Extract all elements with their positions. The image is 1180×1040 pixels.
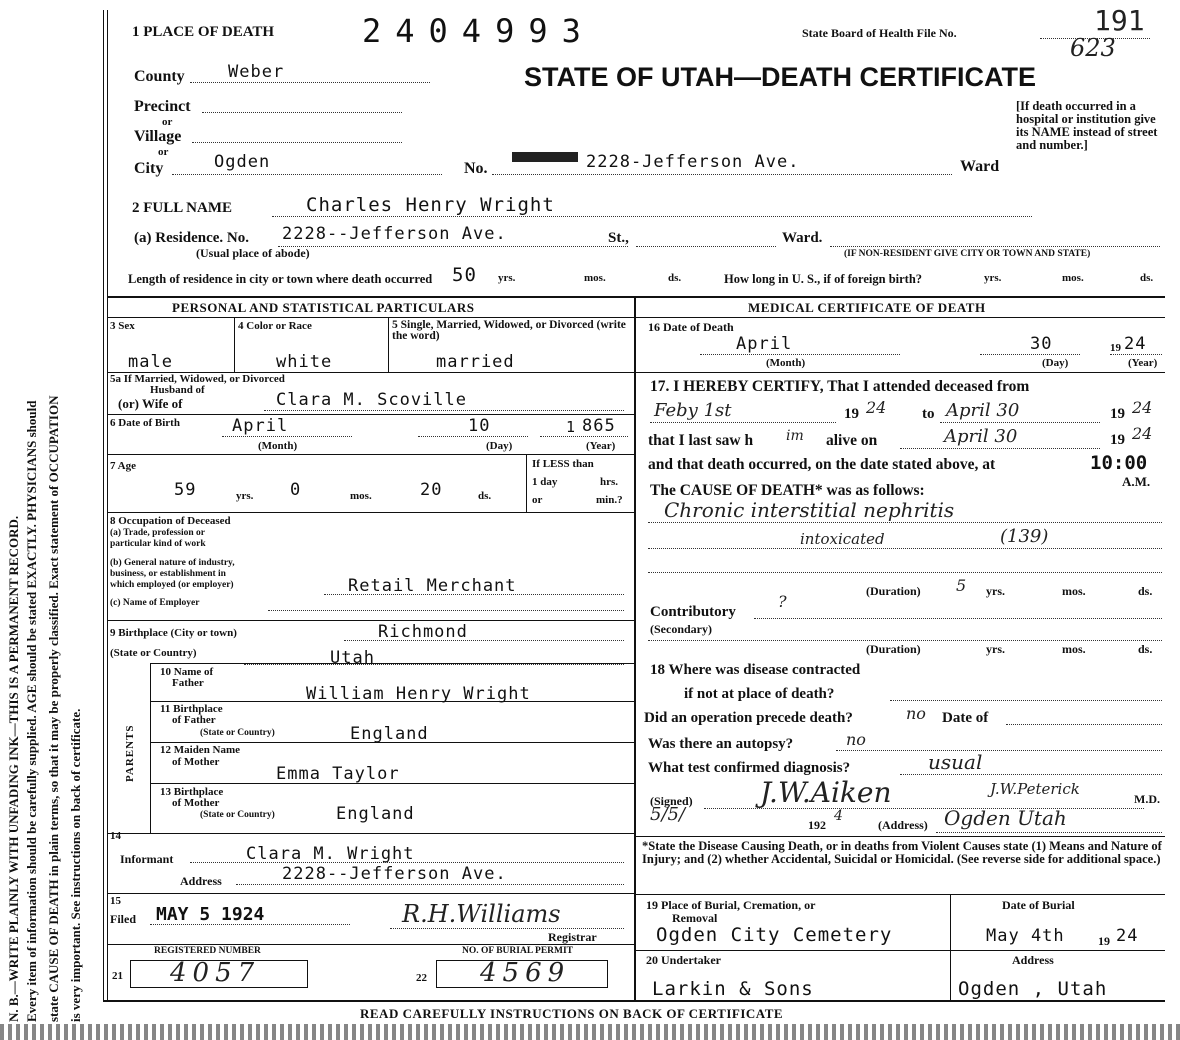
cause-instructions-note: *State the Disease Causing Death, or in deaths from Violent Causes state (1) Means and Nature of Injury; and (2) whether Accidental, Suicidal or Homicidal. (See reverse side for additional space.) [642, 839, 1162, 866]
undertaker-label: 20 Undertaker [646, 953, 721, 967]
file-number-2: 623 [1070, 34, 1116, 62]
us-mos-label: mos. [1062, 272, 1084, 284]
mother-label-2: of Mother [172, 756, 220, 768]
from-year-prefix: 19 [844, 406, 859, 422]
certificate-title: STATE OF UTAH—DEATH CERTIFICATE [524, 62, 1036, 92]
occ-a-label: (a) Trade, profession or [110, 528, 205, 538]
county-label: County [134, 68, 185, 85]
full-name-value: Charles Henry Wright [306, 194, 555, 216]
duration-label: (Duration) [866, 584, 921, 598]
duration2-ds-label: ds. [1138, 642, 1153, 656]
operation-date-label: Date of [942, 710, 989, 726]
duration2-label: (Duration) [866, 642, 921, 656]
village-label: Village [134, 128, 182, 145]
alive-on-date: April 30 [944, 426, 1018, 447]
burial-year: 24 [1116, 926, 1139, 946]
test-value: usual [928, 750, 983, 774]
us-ds-label: ds. [1140, 272, 1154, 284]
occupation-value: Retail Merchant [348, 576, 517, 596]
length-residence-years: 50 [452, 264, 477, 286]
dod-year: 24 [1124, 334, 1147, 354]
precinct-label: Precinct [134, 98, 191, 115]
length-residence-label: Length of residence in city or town where death occurred [128, 272, 433, 286]
occ-b-label: (b) General nature of industry, [110, 558, 235, 568]
informant-address: 2228--Jefferson Ave. [282, 864, 507, 884]
dod-day-caption: (Day) [1042, 357, 1069, 369]
sex-label: 3 Sex [110, 320, 135, 332]
signed-label: (Signed) [650, 794, 693, 808]
st-label: St., [608, 230, 629, 246]
marital-value: married [436, 352, 515, 372]
burial-place-label-2: Removal [672, 911, 718, 925]
father-birthplace: England [350, 724, 429, 744]
father-label-1: 10 Name of [160, 666, 214, 678]
less-than-label: If LESS than [532, 458, 594, 470]
duration-ds-label: ds. [1138, 584, 1153, 598]
burial-permit-label: NO. OF BURIAL PERMIT [462, 946, 574, 956]
dob-month: April [232, 416, 289, 436]
attended-to-year: 24 [1132, 398, 1153, 417]
occ-c-label: (c) Name of Employer [110, 598, 200, 608]
to-year-prefix: 19 [1110, 406, 1125, 422]
birth-state-label: (State or Country) [110, 647, 197, 659]
registered-number-label: REGISTERED NUMBER [154, 946, 261, 956]
mother-label-1: 12 Maiden Name [160, 744, 241, 756]
undertaker-address-label: Address [1012, 953, 1054, 967]
occ-b2-label: business, or establishment in [110, 569, 226, 579]
undertaker-address: Ogden , Utah [958, 978, 1108, 1000]
certificate-number: 2404993 [362, 12, 595, 50]
dob-year-prefix: 1 [566, 418, 577, 436]
spouse-label-1: 5a If Married, Widowed, or Divorced [110, 373, 285, 385]
spouse-label-3: (or) Wife of [118, 396, 183, 411]
registered-number: 4057 [170, 958, 261, 988]
attended-from: Feby 1st [654, 400, 732, 421]
duration2-mos-label: mos. [1062, 642, 1086, 656]
street-value: 2228-Jefferson Ave. [586, 152, 800, 172]
or-2: or [158, 146, 169, 158]
dob-year-caption: (Year) [586, 440, 616, 452]
residence-ward-label: Ward. [782, 230, 823, 246]
father-bp-label-3: (State or Country) [200, 728, 275, 738]
cause-code: (139) [1000, 526, 1049, 547]
margin-line-4: is very important. See instructions on back of certificate. [68, 708, 83, 1022]
operation-label: Did an operation precede death? [644, 710, 853, 726]
to-label: to [922, 406, 935, 422]
where-contracted-label: 18 Where was disease contracted [650, 662, 861, 678]
dob-month-caption: (Month) [258, 440, 298, 452]
am-label: A.M. [1122, 474, 1151, 489]
usual-abode-label: (Usual place of abode) [196, 246, 310, 260]
dod-month-caption: (Month) [766, 357, 806, 369]
redaction-mark [512, 152, 578, 162]
time-of-death: 10:00 [1090, 452, 1148, 474]
attended-from-year: 24 [866, 398, 887, 417]
item-15: 15 [110, 895, 121, 907]
full-name-label: 2 FULL NAME [132, 200, 233, 216]
spouse-label-2: Husband of [150, 384, 205, 396]
not-at-place-label: if not at place of death? [684, 686, 835, 702]
len-ds-label: ds. [668, 272, 682, 284]
registrar-signature: R.H.Williams [402, 900, 561, 928]
frame-left-border-inner [107, 10, 108, 1000]
physician-address-label: (Address) [878, 818, 928, 832]
test-label: What test confirmed diagnosis? [648, 760, 851, 776]
undertaker-name: Larkin & Sons [652, 978, 814, 1000]
item-21: 21 [112, 970, 123, 982]
city-label: City [134, 160, 164, 177]
personal-heading: PERSONAL AND STATISTICAL PARTICULARS [172, 300, 475, 315]
secondary-label: (Secondary) [650, 622, 712, 636]
margin-line-2: Every item of information should be carefully supplied. AGE should be stated EXACTLY. PHYSICIANS should [24, 400, 39, 1022]
occ-a2-label: particular kind of work [110, 539, 206, 549]
dod-day: 30 [1030, 334, 1053, 354]
dob-day-caption: (Day) [486, 440, 513, 452]
residence-label: (a) Residence. No. [134, 230, 249, 246]
age-months: 0 [290, 480, 302, 500]
father-name: William Henry Wright [306, 684, 531, 704]
county-value: Weber [228, 62, 285, 82]
dod-year-prefix: 19 [1110, 342, 1121, 354]
burial-year-prefix: 19 [1098, 934, 1110, 948]
margin-line-1: N. B.—WRITE PLAINLY WITH UNFADING INK—THIS IS A PERMANENT RECORD. [6, 515, 21, 1022]
mother-bp-label-2: of Mother [172, 797, 220, 809]
margin-line-3: state CAUSE OF DEATH in plain terms, so that it may be properly classified. Exact statement of OCCUPATION [46, 395, 61, 1022]
nonresident-note: (IF NON-RESIDENT GIVE CITY OR TOWN AND STATE) [844, 249, 1091, 259]
age-yrs-label: yrs. [236, 490, 254, 502]
spouse-value: Clara M. Scoville [276, 390, 467, 410]
duration-value: 5 [956, 576, 967, 595]
hospital-note: [If death occurred in a hospital or institution give its NAME instead of street and number.] [1016, 99, 1158, 152]
place-of-death-label: 1 PLACE OF DEATH [132, 24, 275, 40]
alive-on-year: 24 [1132, 424, 1153, 443]
item-14: 14 [110, 830, 121, 842]
frame-left-border [103, 10, 104, 1000]
signed-year-prefix: 192 [808, 818, 826, 832]
street-no-label: No. [464, 160, 488, 177]
father-bp-label-2: of Father [172, 714, 216, 726]
dob-day: 10 [468, 416, 491, 436]
marital-label: 5 Single, Married, Widowed, or Divorced (write the word) [392, 319, 626, 342]
age-label: 7 Age [110, 460, 136, 472]
informant-label: Informant [120, 852, 174, 866]
dob-label: 6 Date of Birth [110, 417, 180, 429]
birthplace-label: 9 Birthplace (City or town) [110, 627, 237, 639]
age-ds-label: ds. [478, 490, 492, 502]
certify-text: 17. I HEREBY CERTIFY, That I attended deceased from [650, 378, 1030, 395]
ward-label: Ward [960, 158, 1000, 175]
informant-name: Clara M. Wright [246, 844, 415, 864]
signed-year: 4 [834, 808, 843, 824]
attended-to: April 30 [946, 400, 1020, 421]
color-value: white [276, 352, 333, 372]
father-label-2: Father [172, 677, 204, 689]
registrar-label: Registrar [548, 930, 597, 944]
parents-label: PARENTS [124, 724, 136, 782]
alive-year-prefix: 19 [1110, 432, 1125, 448]
signed-date: 5/5/ [650, 804, 686, 825]
color-label: 4 Color or Race [238, 320, 312, 332]
duration-mos-label: mos. [1062, 584, 1086, 598]
less-or-label: or [532, 494, 543, 506]
less-min-label: min.? [596, 494, 623, 506]
us-yrs-label: yrs. [984, 272, 1002, 284]
informant-address-label: Address [180, 874, 222, 888]
burial-place-label-1: 19 Place of Burial, Cremation, or [646, 898, 816, 912]
footer-instructions: READ CAREFULLY INSTRUCTIONS ON BACK OF CERTIFICATE [360, 1006, 784, 1021]
alive-on-label: alive on [826, 432, 878, 449]
dod-year-caption: (Year) [1128, 357, 1158, 369]
mother-bp-label-3: (State or Country) [200, 810, 275, 820]
burial-date-label: Date of Burial [1002, 898, 1075, 912]
dob-year: 865 [582, 416, 616, 436]
md-label: M.D. [1134, 792, 1160, 806]
perforation-edge [0, 1024, 1180, 1040]
birth-state: Utah [330, 648, 375, 668]
city-value: Ogden [214, 152, 271, 172]
mother-name: Emma Taylor [276, 764, 400, 784]
occupation-label: 8 Occupation of Deceased [110, 515, 231, 527]
medical-heading: MEDICAL CERTIFICATE OF DEATH [748, 300, 986, 315]
state-file-label: State Board of Health File No. [802, 26, 957, 40]
less-1day-label: 1 day [532, 476, 558, 488]
burial-place: Ogden City Cemetery [656, 924, 893, 946]
less-hrs-label: hrs. [600, 476, 619, 488]
cause-of-death-secondary: intoxicated [800, 530, 885, 548]
dod-month: April [736, 334, 793, 354]
section-top-border [107, 296, 1165, 298]
filed-label: Filed [110, 912, 136, 926]
dod-label: 16 Date of Death [648, 320, 734, 334]
father-bp-label-1: 11 Birthplace [160, 703, 223, 715]
birth-city: Richmond [378, 622, 468, 642]
cause-of-death-label: The CAUSE OF DEATH* was as follows: [650, 482, 925, 499]
frame-bottom-border [103, 1000, 1165, 1002]
contributory-fill: ? [778, 592, 787, 611]
autopsy-label: Was there an autopsy? [648, 736, 794, 752]
item-22: 22 [416, 972, 427, 984]
age-years: 59 [174, 480, 197, 500]
or-1: or [162, 116, 173, 128]
autopsy-value: no [846, 730, 866, 749]
physician-signature: J.W.Aiken [760, 776, 892, 809]
age-mos-label: mos. [350, 490, 372, 502]
foreign-birth-label: How long in U. S., if of foreign birth? [724, 272, 923, 286]
last-saw-label: that I last saw h [648, 432, 754, 449]
age-days: 20 [420, 480, 443, 500]
burial-date: May 4th [986, 926, 1065, 946]
burial-permit-number: 4569 [480, 958, 571, 988]
duration-yrs-label: yrs. [986, 584, 1005, 598]
cause-of-death-primary: Chronic interstitial nephritis [664, 498, 955, 522]
sex-value: male [128, 352, 173, 372]
duration2-yrs-label: yrs. [986, 642, 1005, 656]
file-number-1: 191 [1094, 4, 1145, 37]
contributory-label: Contributory [650, 604, 736, 620]
last-saw-fill: im [786, 428, 804, 444]
residence-value: 2228--Jefferson Ave. [282, 224, 507, 244]
len-yrs-label: yrs. [498, 272, 516, 284]
physician-address: Ogden Utah [944, 806, 1067, 830]
occ-b3-label: which employed (or employer) [110, 580, 234, 590]
mother-birthplace: England [336, 804, 415, 824]
death-occurred-text: and that death occurred, on the date stated above, at [648, 456, 996, 473]
filed-date: MAY 5 1924 [156, 904, 265, 925]
physician-name: J.W.Peterick [990, 780, 1080, 798]
operation-value: no [906, 704, 926, 723]
len-mos-label: mos. [584, 272, 606, 284]
mother-bp-label-1: 13 Birthplace [160, 786, 224, 798]
